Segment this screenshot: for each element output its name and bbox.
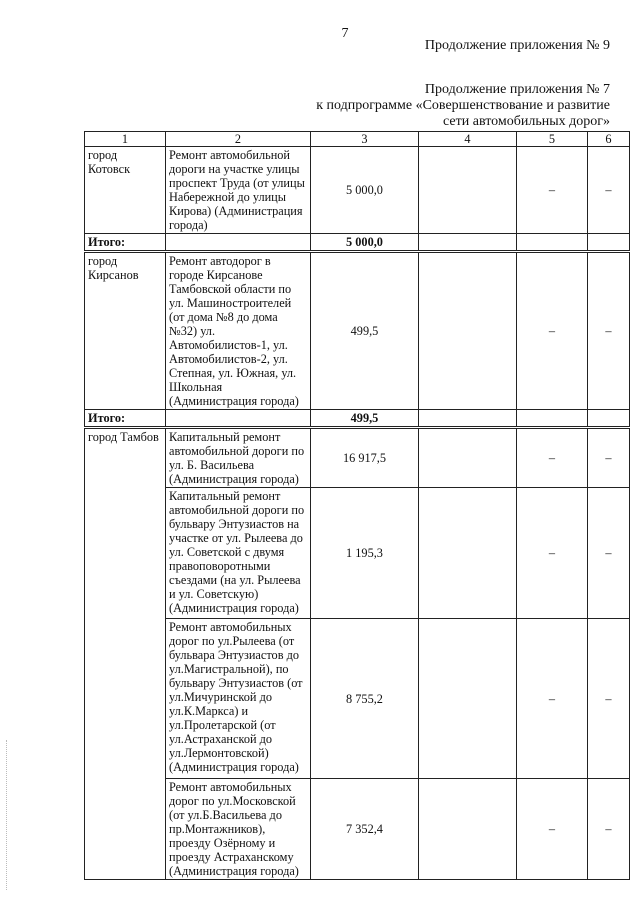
sum-cell: 8 755,2 xyxy=(311,619,419,779)
table-row xyxy=(85,147,630,234)
description-cell: Капитальный ремонт автомобильной дороги по ул. Б. Васильева (Администрация города) xyxy=(166,428,311,488)
table-row xyxy=(85,619,630,779)
empty-cell xyxy=(419,147,517,234)
empty-cell xyxy=(166,410,311,428)
dash-cell: – xyxy=(517,488,588,619)
total-sum: 499,5 xyxy=(311,410,419,428)
table-row xyxy=(85,488,630,619)
scan-margin-mark xyxy=(6,740,8,890)
city-cell: город Тамбов xyxy=(85,428,166,880)
dash-cell: – xyxy=(517,147,588,234)
header-line: к подпрограмме «Совершенствование и развитие xyxy=(316,98,610,113)
total-row xyxy=(85,234,630,252)
header-line: Продолжение приложения № 7 xyxy=(424,82,610,97)
dash-cell: – xyxy=(588,619,630,779)
dash-cell: – xyxy=(588,428,630,488)
header-line: Продолжение приложения № 9 xyxy=(424,38,610,53)
dash-cell: – xyxy=(517,619,588,779)
column-number: 3 xyxy=(311,132,419,147)
empty-cell xyxy=(419,428,517,488)
appendix-continuation-header xyxy=(425,38,610,54)
empty-cell xyxy=(588,234,630,252)
page-number: 7 xyxy=(341,26,349,41)
sum-cell: 16 917,5 xyxy=(311,428,419,488)
sum-cell: 7 352,4 xyxy=(311,779,419,880)
description-cell: Ремонт автодорог в городе Кирсанове Тамбовской области по ул. Машиностроителей (от дома №8 до дома №32) ул. Автомобилистов-1, ул. Автомобилистов-2, ул. Степная, ул. Южная, ул. Школьная (Администрация города) xyxy=(166,252,311,410)
header-line: сети автомобильных дорог» xyxy=(443,114,610,129)
column-number: 5 xyxy=(517,132,588,147)
dash-cell: – xyxy=(517,252,588,410)
roads-program-table xyxy=(84,131,630,880)
total-label: Итого: xyxy=(85,234,166,252)
empty-cell xyxy=(419,252,517,410)
dash-cell: – xyxy=(588,779,630,880)
column-number: 2 xyxy=(166,132,311,147)
empty-cell xyxy=(419,619,517,779)
city-cell: город Котовск xyxy=(85,147,166,234)
empty-cell xyxy=(419,410,517,428)
total-sum: 5 000,0 xyxy=(311,234,419,252)
dash-cell: – xyxy=(588,252,630,410)
empty-cell xyxy=(419,488,517,619)
empty-cell xyxy=(517,234,588,252)
description-cell: Капитальный ремонт автомобильной дороги по бульвару Энтузиастов на участке от ул. Рылеева до ул. Советской с двумя правоповоротными съездами (на ул. Рылеева и ул. Советскую) (Администрация города) xyxy=(166,488,311,619)
description-cell: Ремонт автомобильных дорог по ул.Рылеева (от бульвара Энтузиастов до ул.Магистральной), по бульвару Энтузиастов (от ул.Мичуринской до ул.К.Маркса) и ул.Пролетарской (от ул.Астраханской до ул.Лермонтовской) (Администрация города) xyxy=(166,619,311,779)
sum-cell: 499,5 xyxy=(311,252,419,410)
column-number-row xyxy=(85,132,630,147)
table-row xyxy=(85,428,630,488)
dash-cell: – xyxy=(588,147,630,234)
table-row xyxy=(85,252,630,410)
dash-cell: – xyxy=(517,428,588,488)
column-number: 6 xyxy=(588,132,630,147)
dash-cell: – xyxy=(517,779,588,880)
empty-cell xyxy=(419,779,517,880)
empty-cell xyxy=(166,234,311,252)
description-cell: Ремонт автомобильных дорог по ул.Московской (от ул.Б.Васильева до пр.Монтажников), проезду Озёрному и проезду Астраханскому (Администрация города) xyxy=(166,779,311,880)
total-row xyxy=(85,410,630,428)
sum-cell: 5 000,0 xyxy=(311,147,419,234)
city-cell: город Кирсанов xyxy=(85,252,166,410)
column-number: 4 xyxy=(419,132,517,147)
column-number: 1 xyxy=(85,132,166,147)
dash-cell: – xyxy=(588,488,630,619)
empty-cell xyxy=(517,410,588,428)
table-row xyxy=(85,779,630,880)
total-label: Итого: xyxy=(85,410,166,428)
empty-cell xyxy=(419,234,517,252)
description-cell: Ремонт автомобильной дороги на участке улицы проспект Труда (от улицы Набережной до улицы Кирова) (Администрация города) xyxy=(166,147,311,234)
sum-cell: 1 195,3 xyxy=(311,488,419,619)
subprogram-header xyxy=(316,82,610,130)
empty-cell xyxy=(588,410,630,428)
